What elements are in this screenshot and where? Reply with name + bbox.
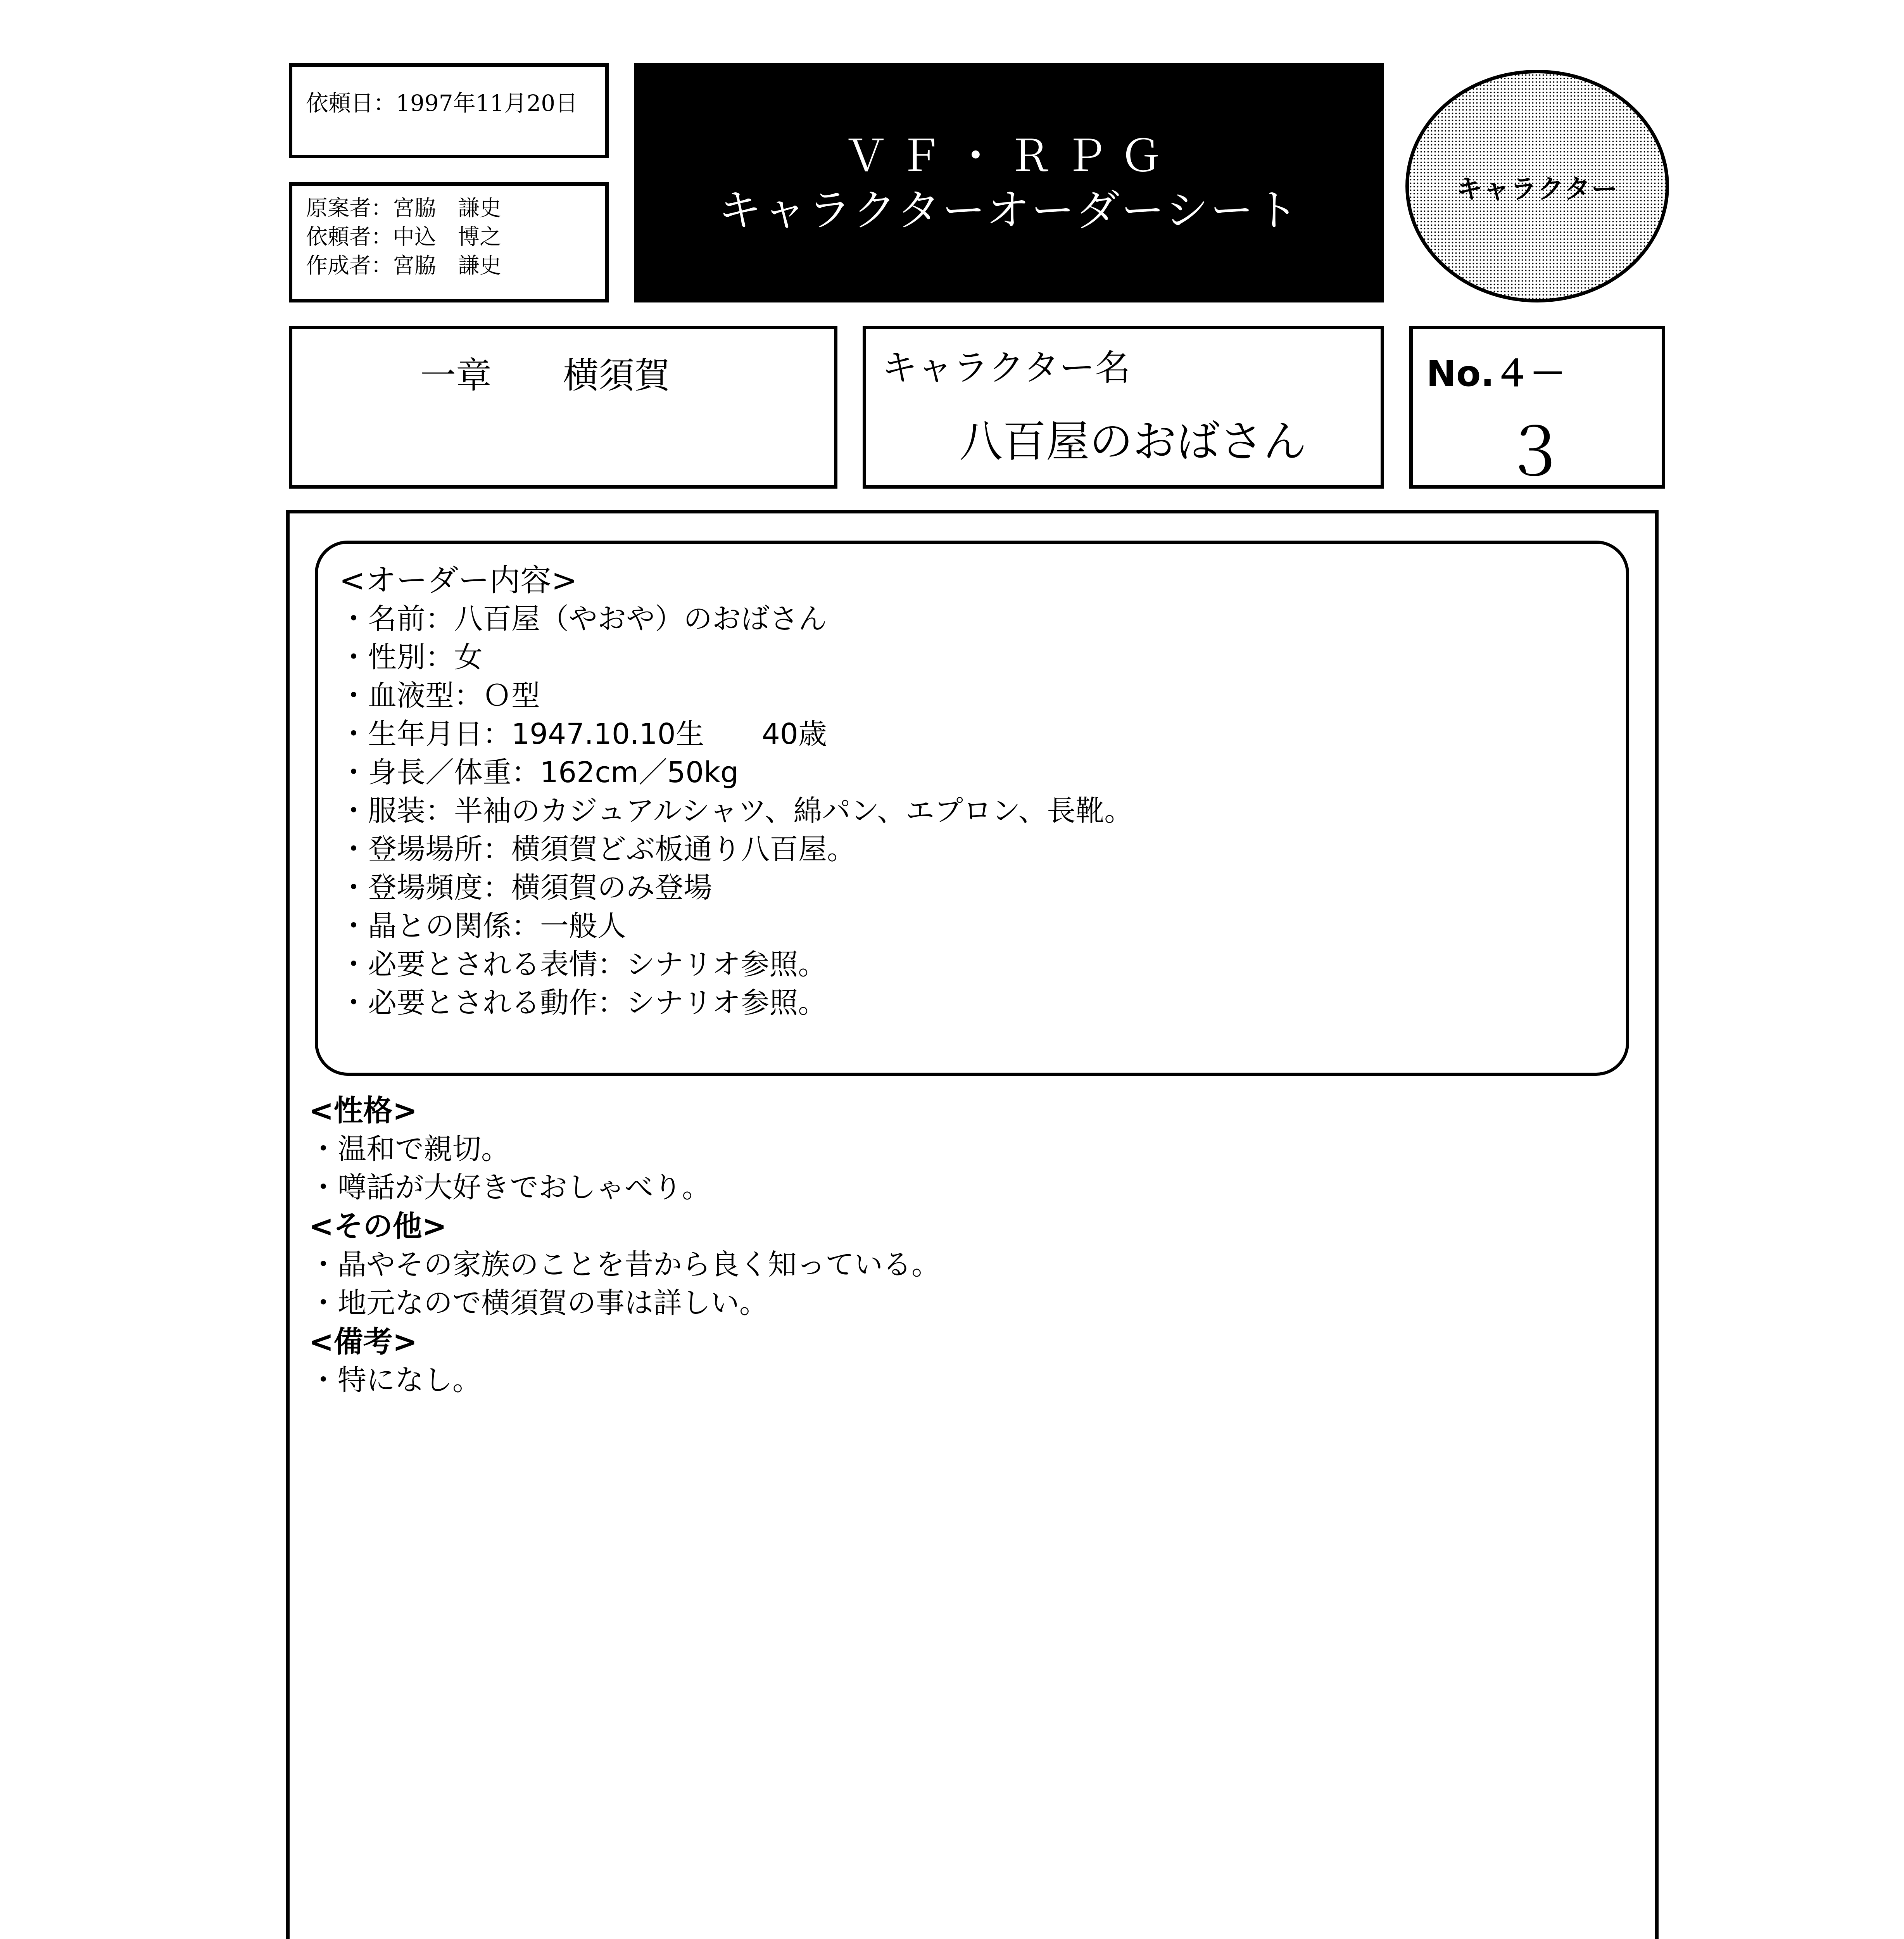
order-content-panel (315, 541, 1629, 1076)
chapter-label: 一章 横須賀 (420, 355, 670, 396)
remarks-title: <備考> (309, 1324, 418, 1359)
order-item-expressions: ・必要とされる表情：シナリオ参照。 (339, 948, 827, 981)
order-item-birthday: ・生年月日：1947.10.10生 40歳 (339, 717, 827, 751)
credit-planner: 原案者：宮脇 謙史 (306, 196, 501, 221)
order-item-relationship: ・晶との関係：一般人 (339, 909, 626, 943)
order-content-title: <オーダー内容> (339, 562, 578, 598)
sheet-title-line1: ＶＦ・ＲＰＧ (844, 131, 1174, 181)
order-item-location: ・登場場所：横須賀どぶ板通り八百屋。 (339, 833, 856, 866)
order-item-frequency: ・登場頻度：横須賀のみ登場 (339, 871, 712, 904)
chapter-box (289, 326, 837, 489)
order-item-blood-type: ・血液型：Ｏ型 (339, 679, 540, 712)
character-badge-label: キャラクター (1456, 174, 1619, 205)
personality-title: <性格> (309, 1093, 418, 1128)
character-name-box (863, 326, 1384, 489)
character-badge (1405, 70, 1669, 302)
credit-requester: 依頼者：中込 博之 (306, 225, 501, 250)
request-date-box (289, 63, 609, 158)
request-date: 依頼日：1997年11月20日 (306, 90, 578, 116)
other-title: <その他> (309, 1209, 447, 1243)
number-box (1409, 326, 1665, 489)
number-label: No.４－ (1426, 353, 1566, 394)
character-name-value: 八百屋のおばさん (959, 416, 1307, 467)
personality-line: ・噂話が大好きでおしゃべり。 (309, 1171, 711, 1204)
sheet-title-line2: キャラクターオーダーシート (718, 185, 1300, 236)
order-item-height-weight: ・身長／体重：162cm／50kg (339, 756, 739, 789)
order-item-outfit: ・服装：半袖のカジュアルシャツ、綿パン、エプロン、長靴。 (339, 794, 1133, 828)
sheet-title-banner (634, 63, 1384, 302)
other-line: ・晶やその家族のことを昔から良く知っている。 (309, 1248, 940, 1281)
main-content-box (286, 510, 1659, 1939)
order-item-gender: ・性別：女 (339, 641, 483, 674)
order-item-motions: ・必要とされる動作：シナリオ参照。 (339, 986, 827, 1020)
credits-box (289, 182, 609, 302)
personality-line: ・温和で親切。 (309, 1132, 510, 1166)
other-line: ・地元なので横須賀の事は詳しい。 (309, 1286, 768, 1320)
number-value: ３ (1502, 414, 1592, 491)
character-name-label: キャラクター名 (882, 347, 1131, 389)
order-content-list (339, 600, 1626, 1022)
notes-section (309, 1091, 1627, 1400)
credit-creator: 作成者：宮脇 謙史 (306, 253, 501, 278)
remarks-line: ・特になし。 (309, 1364, 481, 1397)
order-item-name: ・名前：八百屋（やおや）のおばさん (339, 602, 827, 636)
